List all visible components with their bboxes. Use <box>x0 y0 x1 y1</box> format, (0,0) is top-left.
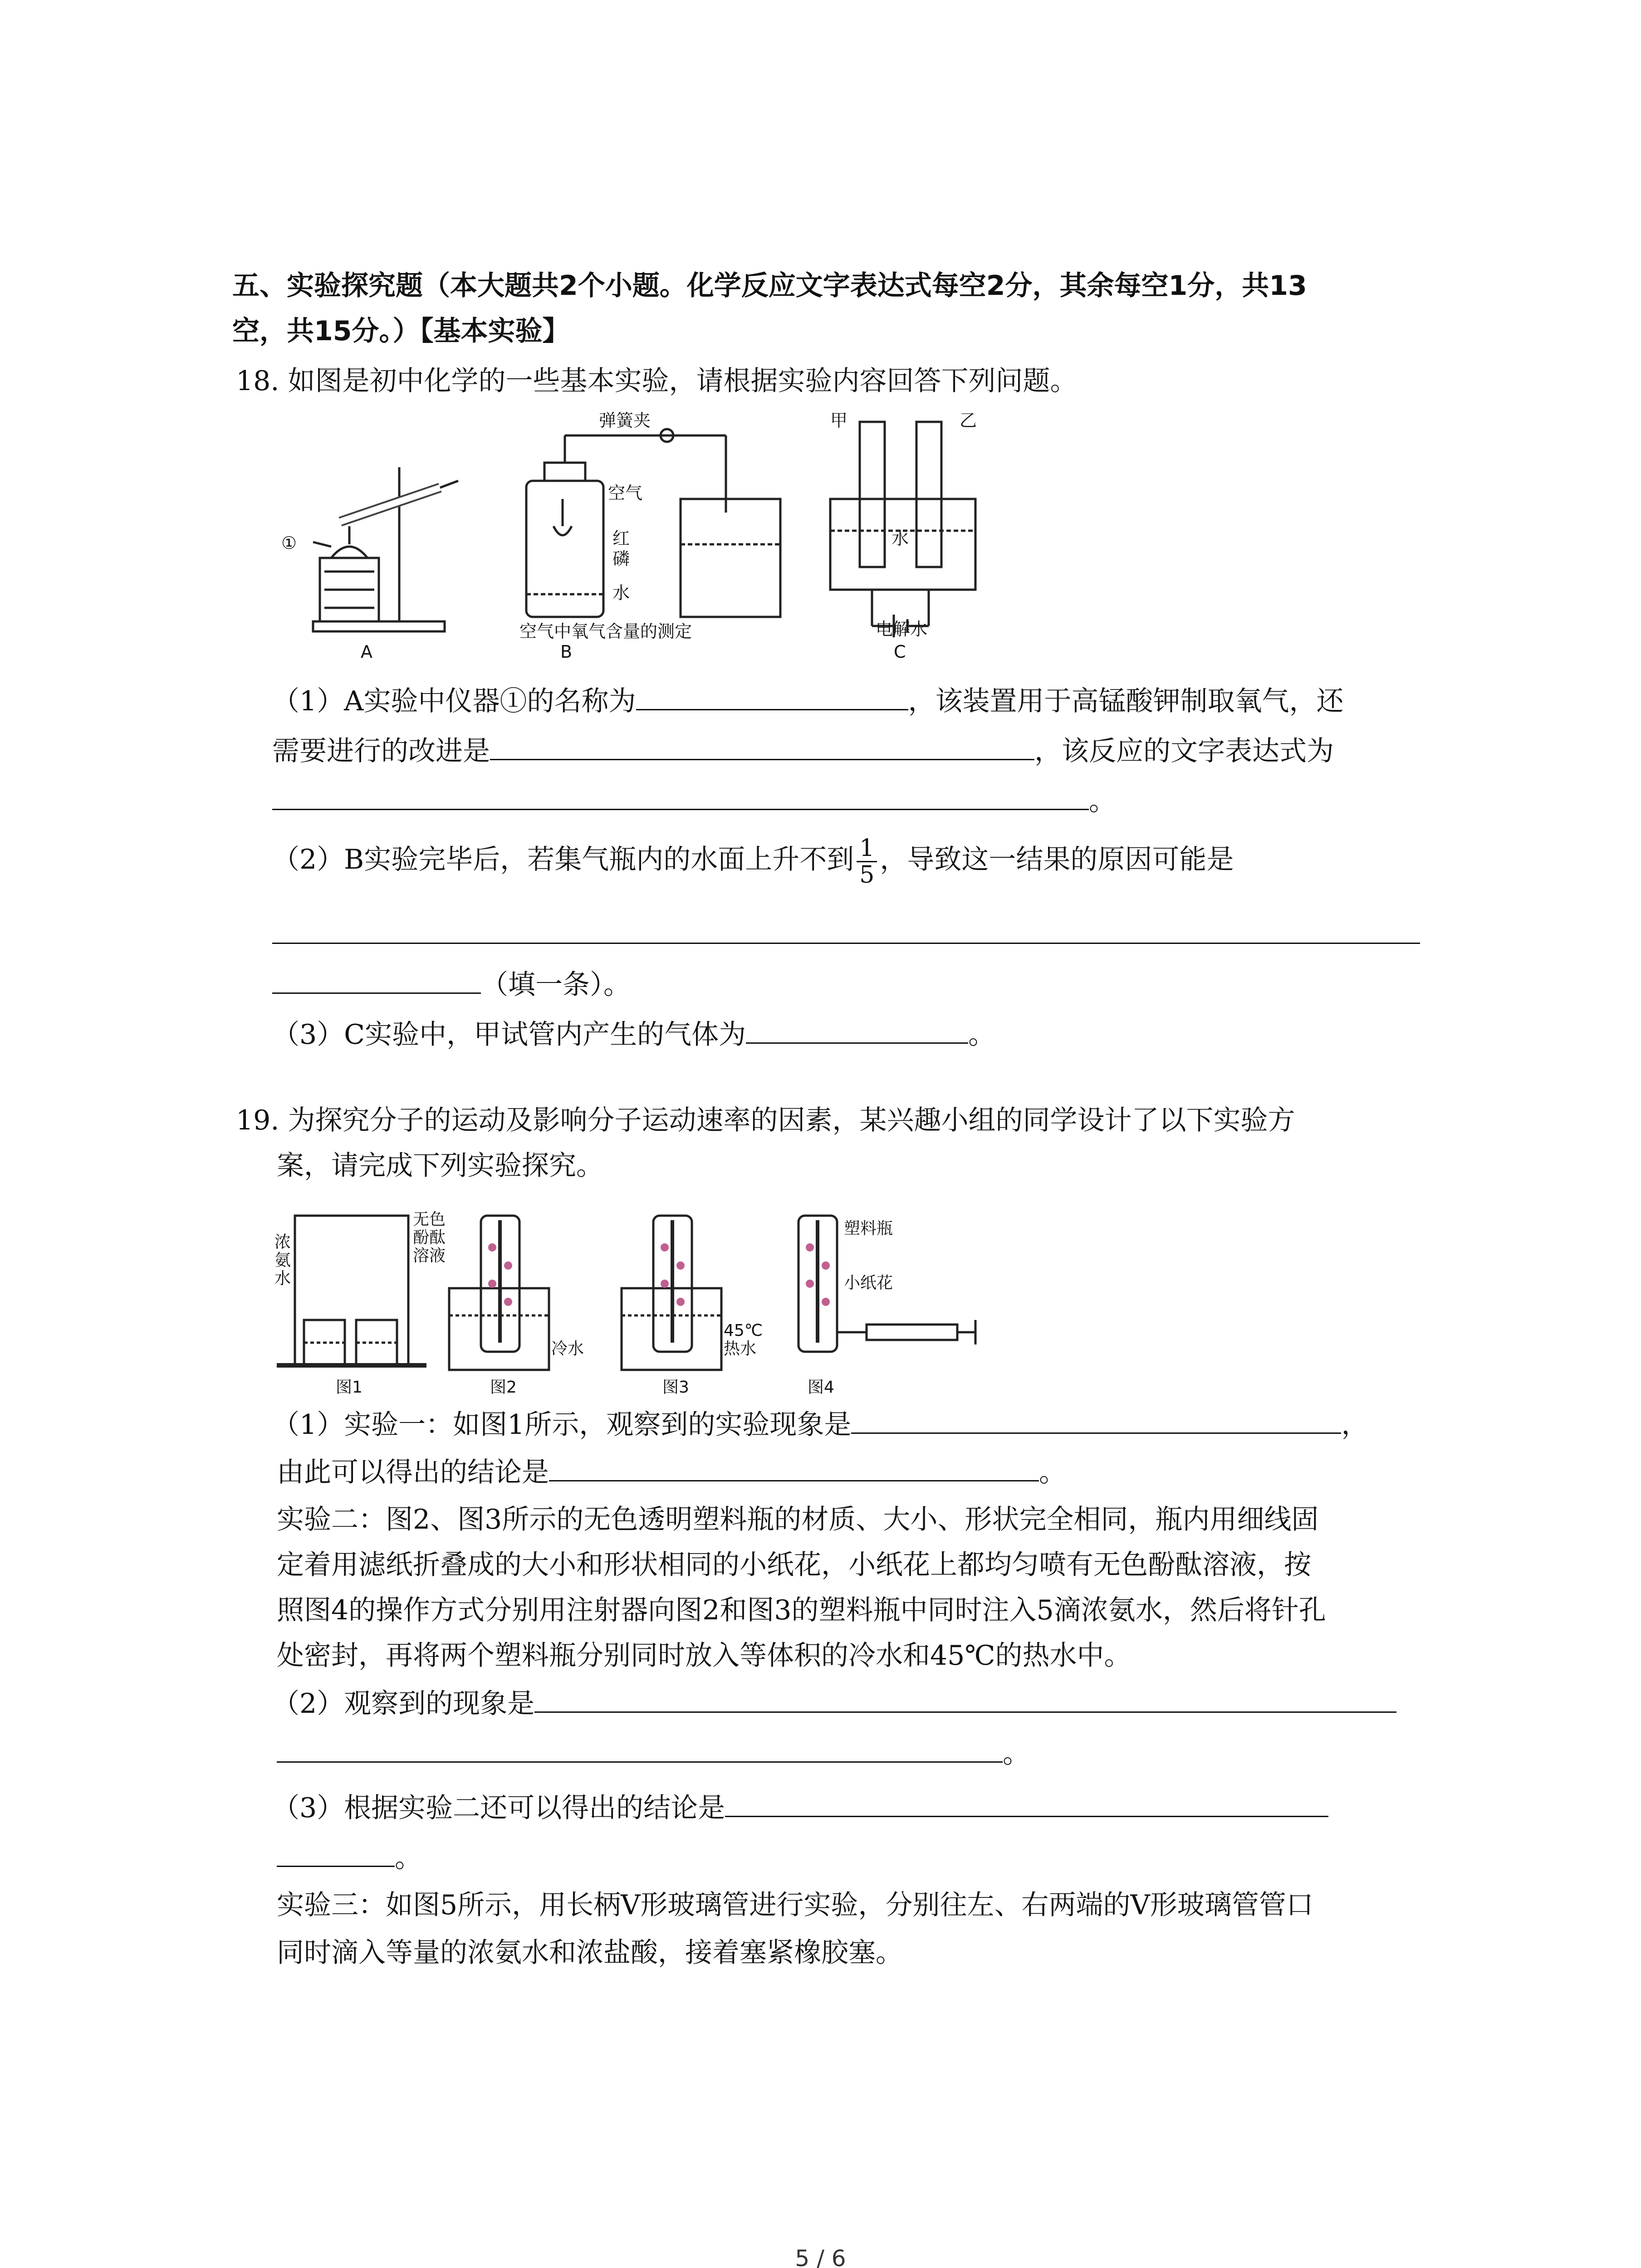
exp3-line1: 实验三：如图5所示，用长柄V形玻璃管进行实验，分别往左、右两端的V形玻璃管管口 <box>277 1889 1313 1921</box>
q19-p2-line1 <box>272 1685 1396 1722</box>
fraction-numerator: 1 <box>857 836 877 862</box>
q18-p1-blank1[interactable] <box>636 683 908 710</box>
f2-cold-label: 冷水 <box>551 1339 584 1358</box>
q18-p1-blank2[interactable] <box>490 733 1034 760</box>
q19-p3-line1 <box>272 1789 1328 1826</box>
q18-p1-d: ，该反应的文字表达式为 <box>1034 735 1334 767</box>
q19-figure-svg <box>274 1198 985 1402</box>
q19-stem-line1: 19. 为探究分子的运动及影响分子运动速率的因素，某兴趣小组的同学设计了以下实验方 <box>236 1105 1295 1136</box>
q19-p3-blank2[interactable] <box>277 1839 395 1867</box>
q18-p2-line3 <box>272 966 631 1003</box>
q19-p2-blank2[interactable] <box>277 1735 1003 1763</box>
fig-c-yi-label: 乙 <box>960 411 977 430</box>
f1-ammonia-label-3: 水 <box>274 1269 291 1288</box>
beaker <box>681 499 780 617</box>
f1-phenol-label-3: 溶液 <box>413 1246 446 1265</box>
f1-ammonia-label-2: 氨 <box>274 1251 291 1270</box>
f3-hot-label: 热水 <box>724 1339 757 1358</box>
q18-p3-a: （3）C实验中，甲试管内产生的气体为 <box>272 1019 746 1051</box>
fig-c-subcaption: 电解水 <box>876 619 928 639</box>
f3-temp-label: 45℃ <box>724 1321 763 1340</box>
q19-p1-line1 <box>272 1406 1368 1443</box>
q19-figure <box>274 1198 985 1402</box>
q19-p1-blank1[interactable] <box>851 1406 1341 1434</box>
q18-figure-svg <box>272 408 998 662</box>
q19-p1-c: 由此可以得出的结论是 <box>277 1457 549 1488</box>
q19-p2-a: （2）观察到的现象是 <box>272 1688 535 1720</box>
page-number: 5 / 6 <box>795 2245 846 2268</box>
q18-p1-line1 <box>272 683 1344 719</box>
fig-a-marker: ① <box>281 533 297 553</box>
fig-b-air-label: 空气 <box>608 483 643 503</box>
fig-b-clip-label: 弹簧夹 <box>599 411 651 430</box>
tube-jia <box>860 422 885 567</box>
f2-caption: 图2 <box>490 1378 517 1397</box>
gas-jar <box>526 481 603 617</box>
fig-b-caption: B <box>560 642 573 662</box>
q18-figure <box>272 408 998 662</box>
fraction-denominator: 5 <box>859 861 875 889</box>
stand-base <box>313 621 445 631</box>
exp3-line2: 同时滴入等量的浓氨水和浓盐酸，接着塞紧橡胶塞。 <box>277 1937 903 1969</box>
q18-p1-a: （1）A实验中仪器①的名称为 <box>272 685 636 717</box>
fig-a-caption: A <box>361 642 372 662</box>
q19-p1-a: （1）实验一：如图1所示，观察到的实验现象是 <box>272 1409 852 1441</box>
q19-p2-line2 <box>277 1735 1030 1772</box>
fig-b-subcaption: 空气中氧气含量的测定 <box>519 621 692 641</box>
alcohol-lamp <box>331 547 367 558</box>
q18-p1-line2 <box>272 733 1334 769</box>
exp2-line2: 定着用滤纸折叠成的大小和形状相同的小纸花，小纸花上都均匀喷有无色酚酞溶液，按 <box>277 1549 1311 1581</box>
q18-p3-blank[interactable] <box>746 1016 968 1044</box>
q18-p3-b: 。 <box>968 1019 996 1051</box>
fraction-one-fifth <box>857 836 877 888</box>
exp2-line4: 处密封，再将两个塑料瓶分别同时放入等体积的冷水和45℃的热水中。 <box>277 1640 1132 1672</box>
q19-p2-b: 。 <box>1003 1738 1030 1769</box>
q19-p1-line2 <box>277 1454 1066 1491</box>
q18-p1-c: 需要进行的改进是 <box>272 735 490 767</box>
q18-p2-b: ，导致这一结果的原因可能是 <box>880 844 1234 875</box>
q18-p1-b: ，该装置用于高锰酸钾制取氧气，还 <box>908 685 1344 717</box>
q19-p1-b: ， <box>1341 1409 1369 1441</box>
q18-p1-line3 <box>272 782 1116 819</box>
exp2-line3: 照图4的操作方式分别用注射器向图2和图3的塑料瓶中同时注入5滴浓氨水，然后将针孔 <box>277 1594 1326 1626</box>
f1-phenol-label-1: 无色 <box>413 1210 446 1229</box>
q19-p1-d: 。 <box>1039 1457 1066 1488</box>
q18-p2-blank1[interactable] <box>272 916 1420 944</box>
q18-p1-e: 。 <box>1089 785 1116 817</box>
q19-p3-a: （3）根据实验二还可以得出的结论是 <box>272 1792 725 1824</box>
section-title-line2: 空，共15分。）【基本实验】 <box>232 315 570 347</box>
q18-p2-a: （2）B实验完毕后，若集气瓶内的水面上升不到 <box>272 844 854 875</box>
f1-phenol-label-2: 酚酞 <box>413 1228 446 1247</box>
q18-p2-blank2[interactable] <box>272 966 481 994</box>
q19-p1-blank2[interactable] <box>549 1454 1039 1481</box>
f3-caption: 图3 <box>662 1378 689 1397</box>
q19-stem-line2: 案，请完成下列实验探究。 <box>277 1150 603 1182</box>
q19-p2-blank1[interactable] <box>534 1685 1396 1713</box>
q18-stem: 18. 如图是初中化学的一些基本实验，请根据实验内容回答下列问题。 <box>236 365 1078 397</box>
f1-caption: 图1 <box>336 1378 362 1397</box>
q18-p2-c: （填一条）。 <box>481 969 631 1001</box>
q19-p3-b: 。 <box>395 1842 422 1874</box>
q19-p3-line2 <box>277 1839 422 1876</box>
f4-flower-label: 小纸花 <box>844 1274 893 1292</box>
q18-p3-line <box>272 1016 995 1053</box>
q18-p2-line1 <box>272 835 1234 888</box>
fig-c-water-label: 水 <box>892 528 909 548</box>
f4-caption: 图4 <box>808 1378 834 1397</box>
f1-ammonia-label-1: 浓 <box>274 1233 291 1251</box>
exp2-line1: 实验二：图2、图3所示的无色透明塑料瓶的材质、大小、形状完全相同，瓶内用细线固 <box>277 1504 1319 1535</box>
section-title-line1: 五、实验探究题（本大题共2个小题。化学反应文字表达式每空2分，其余每空1分，共13 <box>232 270 1307 302</box>
fig-b-water-label: 水 <box>612 583 630 603</box>
fig-c-jia-label: 甲 <box>830 411 848 430</box>
fig-b-phosphorus-label-1: 红 <box>612 528 630 548</box>
f4-bottle-label: 塑料瓶 <box>844 1219 893 1238</box>
fig-c-caption: C <box>894 642 906 662</box>
tube-yi <box>916 422 941 567</box>
syringe <box>867 1325 957 1340</box>
fig-b-phosphorus-label-2: 磷 <box>612 549 630 569</box>
q18-p2-line2 <box>272 916 1420 953</box>
q19-p3-blank1[interactable] <box>725 1789 1328 1817</box>
q18-p1-blank3[interactable] <box>272 782 1089 810</box>
